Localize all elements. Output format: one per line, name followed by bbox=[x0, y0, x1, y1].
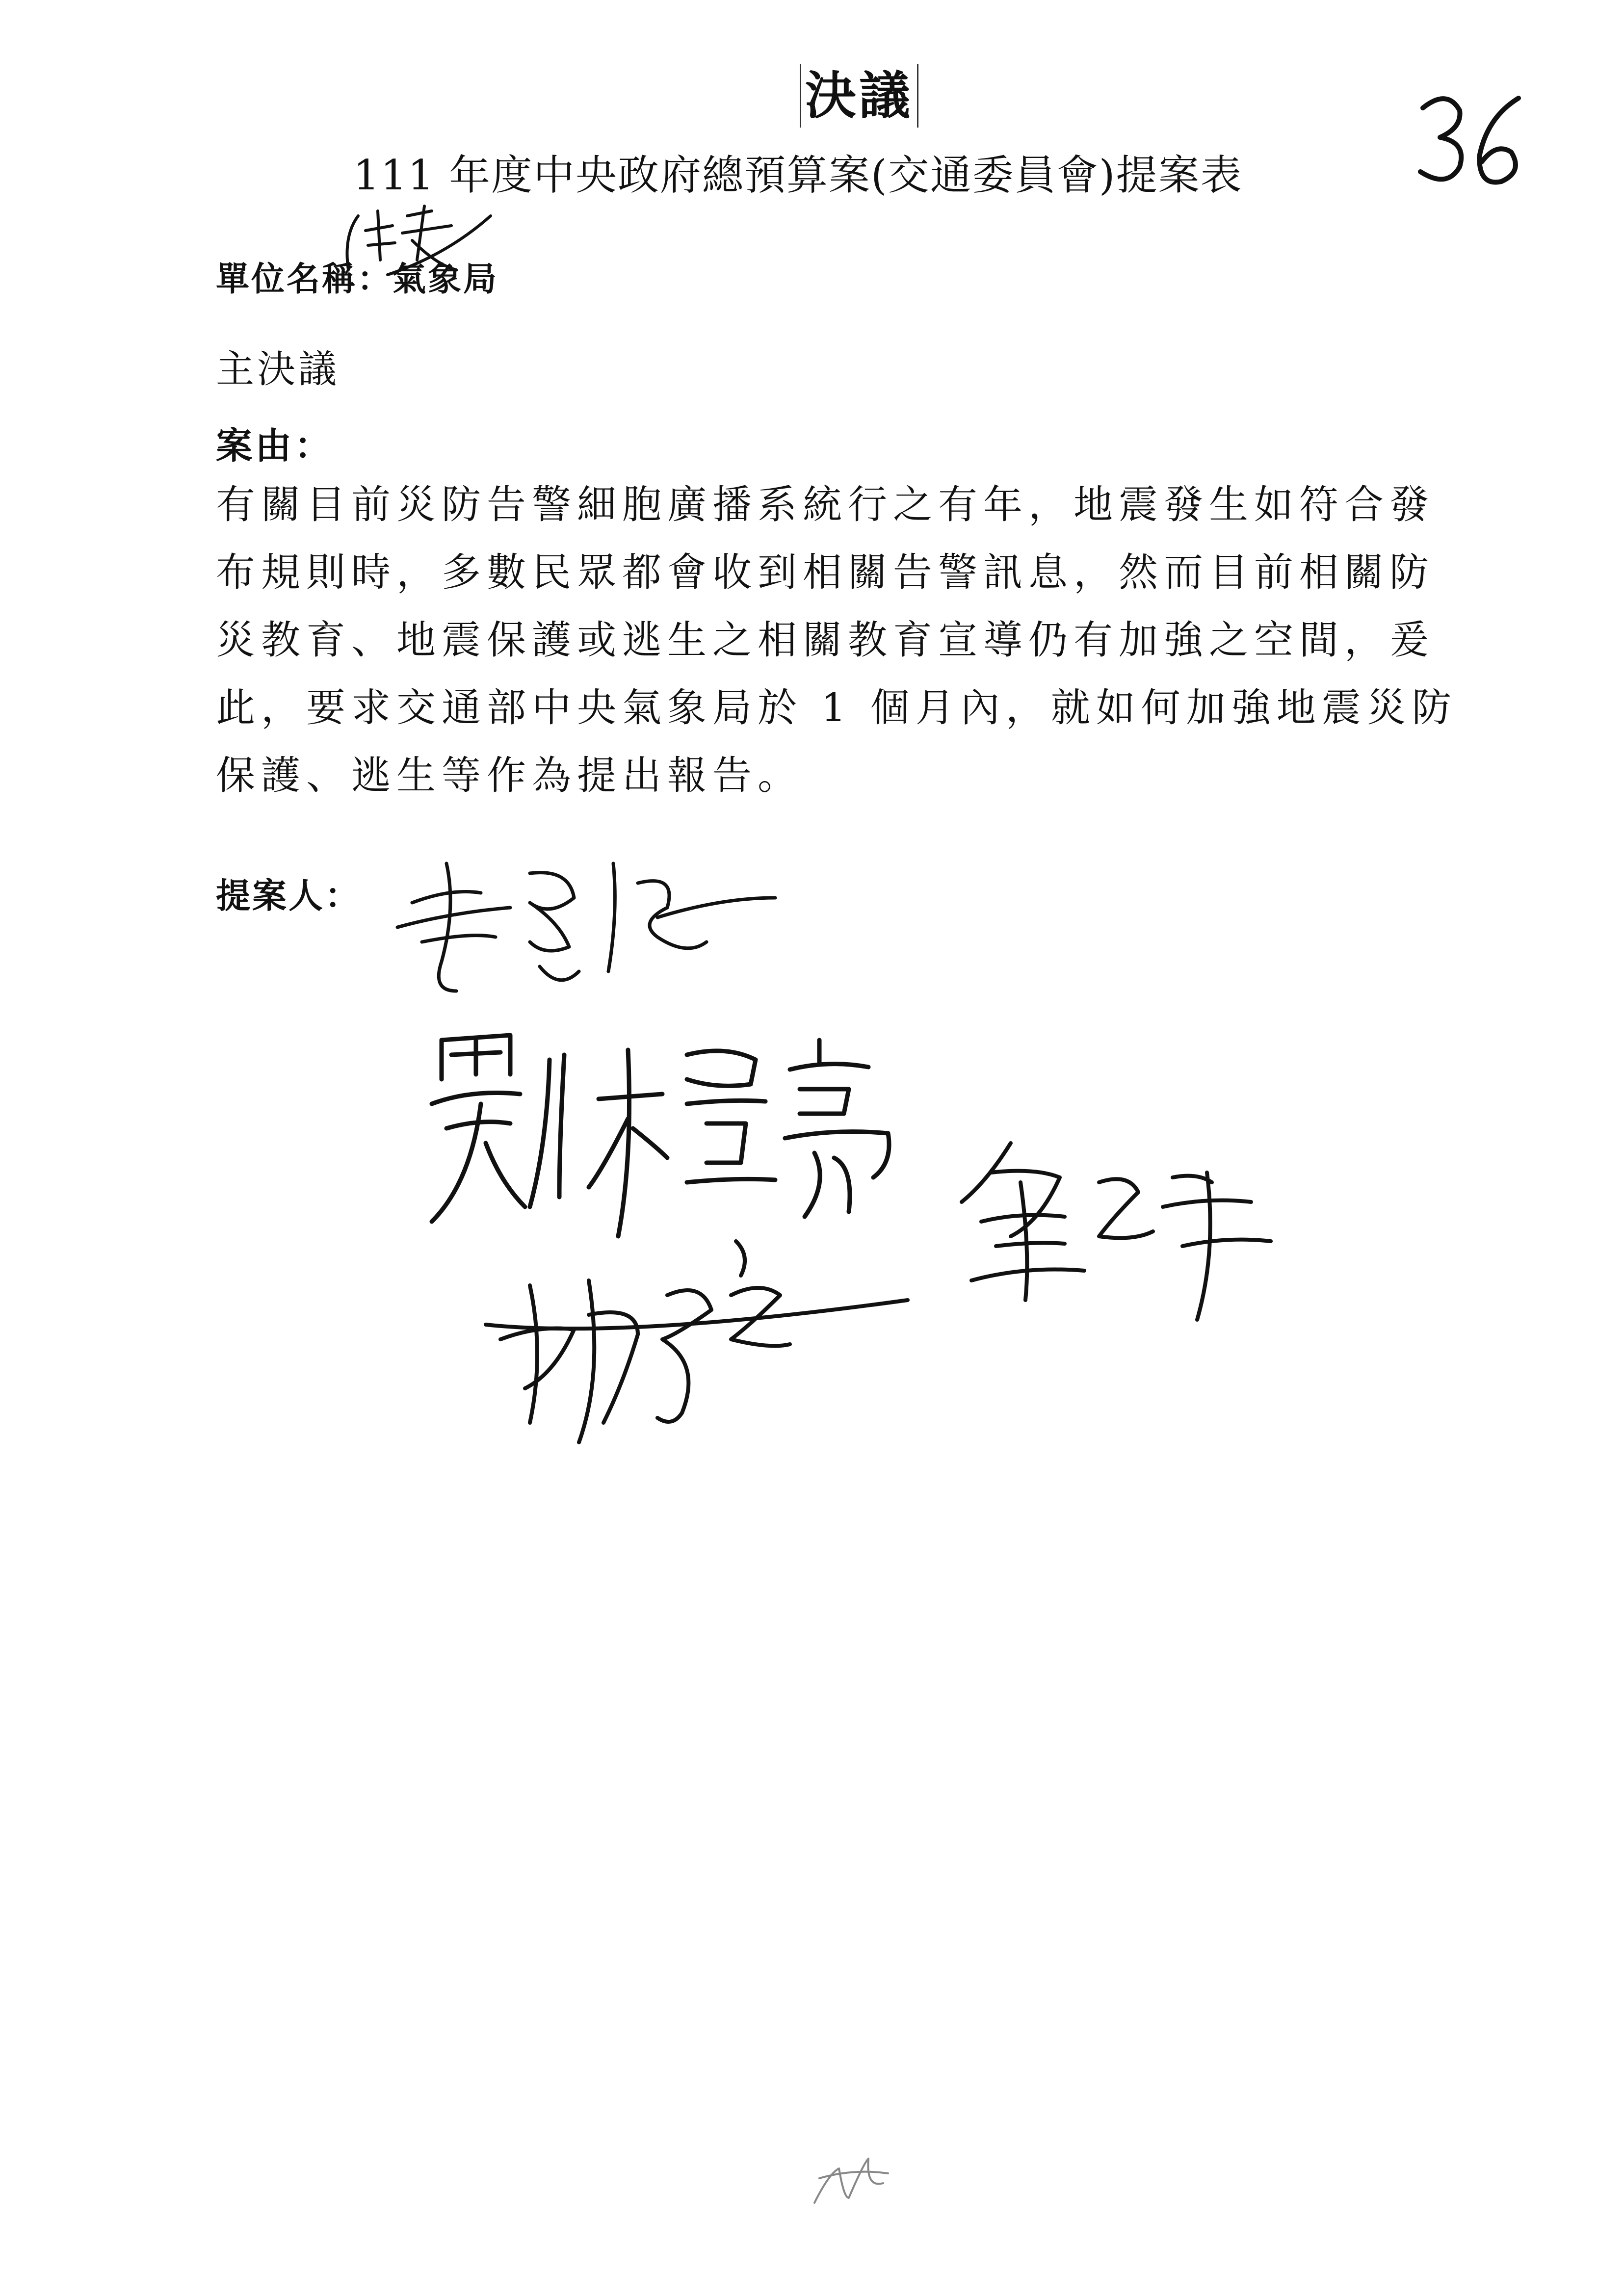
footer-initial-mark bbox=[810, 2149, 893, 2208]
reason-text bbox=[216, 471, 1457, 809]
reason-line: 保護、逃生等作為提出報告。 bbox=[216, 753, 803, 798]
proposer-label: 提案人： bbox=[216, 876, 361, 916]
reason-line: 災教育、地震保護或逃生之相關教育宣導仍有加強之空間，爰 bbox=[216, 617, 1435, 663]
signature-3 bbox=[952, 1123, 1295, 1330]
resolution-type: 主決議 bbox=[216, 347, 340, 391]
unit-name-value: 氣象局 bbox=[393, 260, 499, 299]
reason-line: 此，要求交通部中央氣象局於 1 個月內，就如何加強地震災防 bbox=[216, 685, 1457, 731]
unit-name-field bbox=[216, 253, 498, 300]
page-title: 111 年度中央政府總預算案(交通委員會)提案表 bbox=[353, 151, 1243, 199]
reason-label: 案由： bbox=[216, 425, 334, 467]
signature-4 bbox=[476, 1226, 917, 1452]
handwritten-page-number bbox=[1413, 88, 1531, 196]
signature-2 bbox=[412, 1020, 952, 1251]
reason-line: 布規則時，多數民眾都會收到相關告警訊息，然而目前相關防 bbox=[216, 549, 1435, 595]
reason-line: 有關目前災防告警細胞廣播系統行之有年，地震發生如符合發 bbox=[216, 482, 1435, 527]
resolution-stamp: 決議 bbox=[800, 64, 918, 128]
signature-1 bbox=[383, 844, 785, 1001]
unit-name-label: 單位名稱： bbox=[216, 260, 393, 299]
